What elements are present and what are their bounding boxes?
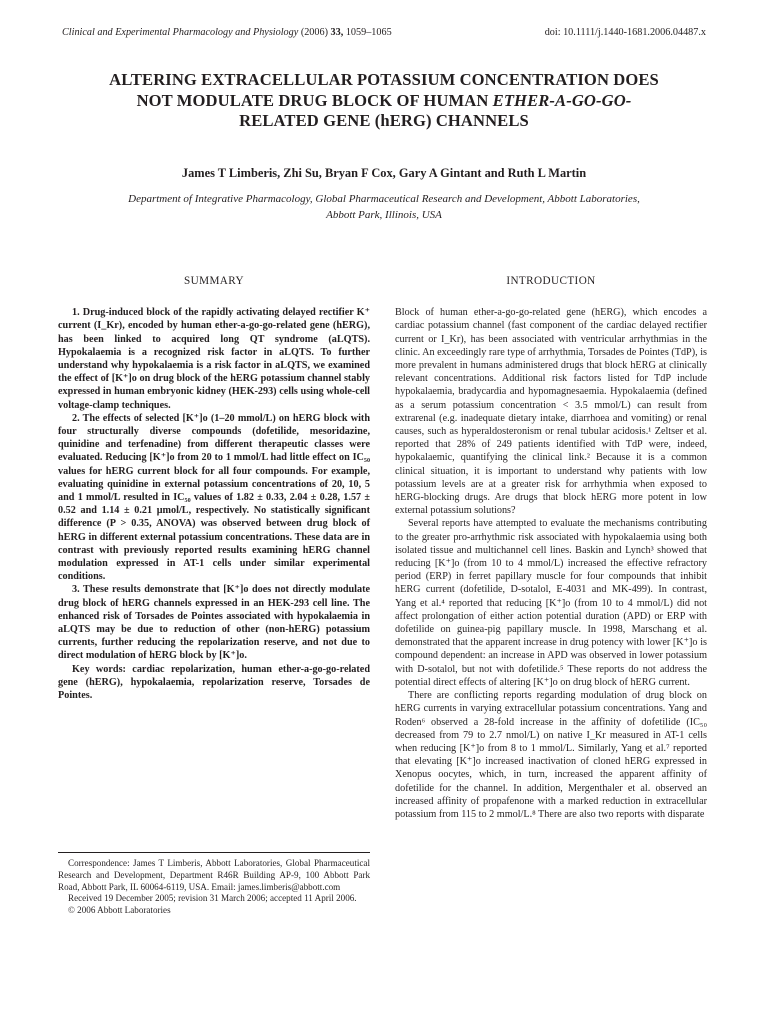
intro-paragraph-3: There are conflicting reports regarding modulation of drug block on hERG currents in varying extracellular potassium concentrations. Yang and Roden⁶ observed a 28-fold increase in the affinity of dofetilide (IC₅₀ decreased from 79 to 2.7 nmol/L) on native I_Kr measured in AT-1 cells when reducing [K⁺]o from 8 to 1 mmol/L. Similarly, Yang et al.⁷ reported that elevating [K⁺]o increased inactivation of cloned hERG expressed in Xenopus oocytes, which, in turn, increased the apparent affinity of dofetilide for the channel. In addition, Mergenthaler et al. observed an increased affinity of propafenone with a marked reduction in extracellular potassium from 115 to 2 mmol/L.⁸ There are also two reports with disparate — [395, 690, 707, 820]
summary-section — [58, 275, 370, 702]
summary-paragraph-1: 1. Drug-induced block of the rapidly activating delayed rectifier K⁺ current (I_Kr), encoded by human ether-a-go-go-related gene (hERG), has been linked to acquired long QT syndrome (aLQTS). Hypokalaemia is a recognized risk factor in aLQTS. To further understand why hypokalaemia is a risk factor in aLQTS, we examined the effect of [K⁺]o on drug block of the hERG potassium channel stably expressed in human embryonic kidney (HEK-293) cells using whole-cell voltage-clamp techniques. — [58, 307, 370, 411]
affiliation-line-2: Abbott Park, Illinois, USA — [326, 208, 442, 221]
journal-pages: 1059–1065 — [345, 27, 392, 38]
key-words: Key words: cardiac repolarization, human ether-a-go-go-related gene (hERG), hypokalaemia, repolarization reserve, Torsades de Pointes. — [58, 663, 370, 702]
correspondence: Correspondence: James T Limberis, Abbott Laboratories, Global Pharmaceutical Research and Development, Department R46R Building AP-9, 100 Abbott Park Road, Abbott Park, IL 60064-6119, USA. Email: james.limberis@abbott.com — [58, 858, 370, 892]
journal-name: Clinical and Experimental Pharmacology and Physiology — [62, 27, 299, 38]
title-line-2-a: NOT MODULATE DRUG BLOCK OF HUMAN — [136, 90, 493, 110]
title-line-1: ALTERING EXTRACELLULAR POTASSIUM CONCENTRATION DOES — [109, 70, 659, 89]
copyright: © 2006 Abbott Laboratories — [68, 905, 171, 916]
intro-paragraph-2: Several reports have attempted to evaluate the mechanisms contributing to the greater pro-arrhythmic risk associated with hypokalaemia using both isolated tissue and multichannel cell lines. Baskin and Lynch³ showed that reducing [K⁺]o (from 10 to 4 mmol/L) increased the effective refractory period (ERP) in ferret papillary muscle for four compounds that inhibit hERG current (dofetilide, D-sotalol, E-4031 and MK-499). In contrast, Yang et al.⁴ reported that reducing [K⁺]o (from 10 to 4 mmol/L) did not affect prolongation of either action potential duration (APD) or ERP with dofetilide on guinea-pig papillary muscle. In 1998, Marschang et al. demonstrated that the apparent increase in drug potency with lower [K⁺]o is compound dependent: an increase in APD was observed in lower potassium with D-sotalol, but not with dofetilide.⁵ These reports do not address the potential direct effects of altering [K⁺]o on drug block of hERG current. — [395, 518, 707, 688]
received-dates: Received 19 December 2005; revision 31 March 2006; accepted 11 April 2006. — [68, 893, 357, 904]
journal-citation — [62, 27, 392, 38]
author-list: James T Limberis, Zhi Su, Bryan F Cox, Gary A Gintant and Ruth L Martin — [181, 166, 587, 180]
affiliation — [70, 192, 698, 223]
running-header — [62, 27, 706, 38]
journal-year: (2006) — [300, 27, 328, 38]
summary-paragraph-2: 2. The effects of selected [K⁺]o (1–20 mmol/L) on hERG block with four structurally diverse compounds (dofetilide, mesoridazine, quinidine and terfenadine) from different therapeutic classes were evaluated. Reducing [K⁺]o from 20 to 1 mmol/L had little effect on IC₅₀ values for hERG current block for all four compounds. For example, evaluating quinidine in external potassium concentrations of 20, 10, 5 and 1 mmol/L resulted in IC₅₀ values of 1.82 ± 0.33, 2.04 ± 0.28, 1.57 ± 0.52 and 1.14 ± 0.21 μmol/L, respectively. No statistically significant difference (P > 0.35, ANOVA) was observed between drug block of hERG in different external potassium concentrations. These data are in contrast with previously reported results examining hERG channel modulation expressed in AT-1 cells under similar experimental conditions. — [58, 412, 370, 583]
title-line-2 — [40, 91, 728, 112]
title-line-3: RELATED GENE (hERG) CHANNELS — [239, 111, 529, 130]
journal-volume: 33, — [330, 27, 344, 38]
title-line-2-b: ETHER-A-GO-GO- — [492, 90, 632, 110]
doi: doi: 10.1111/j.1440-1681.2006.04487.x — [544, 27, 706, 38]
summary-heading: SUMMARY — [184, 275, 244, 287]
introduction-heading: INTRODUCTION — [506, 275, 596, 287]
summary-paragraph-3: 3. These results demonstrate that [K⁺]o does not directly modulate drug block of hERG channels expressed in an HEK-293 cell line. The enhanced risk of Torsades de Pointes associated with hypokalaemia in aLQTS may be due to reduction of other (non-hERG) potassium currents, further reducing the repolarization reserve, and not due to direct modulation of hERG block by [K⁺]o. — [58, 584, 370, 662]
affiliation-line-1: Department of Integrative Pharmacology, Global Pharmaceutical Research and Development, Abbott Laboratories, — [128, 193, 640, 205]
article-title — [40, 70, 728, 132]
introduction-section — [395, 275, 707, 821]
intro-paragraph-1: Block of human ether-a-go-go-related gene (hERG), which encodes a cardiac potassium channel (fast component of the cardiac delayed rectifier current or I_Kr), has been associated with ventricular arrhythmias in the clinic. An exceedingly rare type of arrhythmia, Torsades de Pointes (TdP), is more prevalent in humans administered drugs that block hERG at clinically relevant concentrations. Additional risk factors listed for TdP include hypokalaemia, bradycardia and hypomagnesaemia. Hypokalaemia (defined as a serum potassium concentration < 3.5 mmol/L) can result from extrarenal (e.g. inadequate dietary intake, diarrhoea and vomiting) or renal causes, such as hyperaldosteronism or renal tubular acidosis.¹ Zeltser et al. reported that 28% of 249 patients identified with TdP were, indeed, hypokalaemic, quantifying the clinical link.² Because it is a common clinical situation, it is important to understand why patients with low potassium levels are at a greater risk for arrhythmia when exposed to hERG-blocking drugs. Are drugs that block hERG more potent in low external potassium solutions? — [395, 307, 707, 517]
footnote-block — [58, 852, 370, 917]
